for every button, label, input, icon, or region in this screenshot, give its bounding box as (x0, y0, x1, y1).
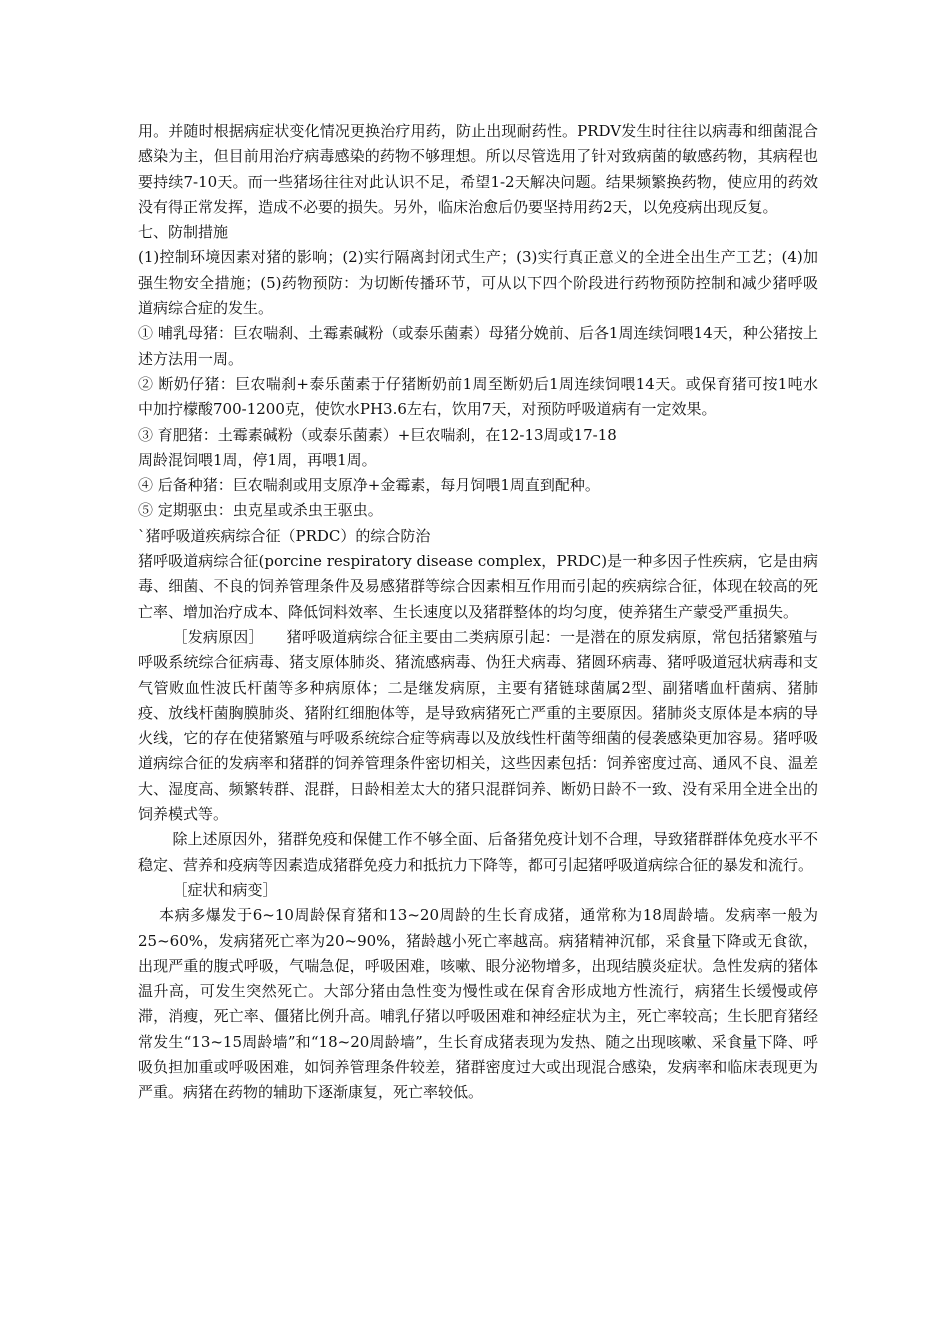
paragraph-prdc-intro: 猪呼吸道病综合征(porcine respiratory disease complex，PRDC)是一种多因子性疾病，它是由病毒、细菌、不良的饲养管理条件及易感猪群等综合因素相互作用而引起的疾病综合征，体现在较高的死亡率、增加治疗成本、降低饲料效率、生长速度以及猪群整体的均匀度，使养猪生产蒙受严重损失。 (138, 552, 818, 621)
document-body (138, 119, 818, 1106)
list-item-deworming: ⑤ 定期驱虫：虫克星或杀虫王驱虫。 (138, 501, 383, 520)
list-item-breeding-gilts: ④ 后备种猪：巨农喘刹或用支原净+金霉素，每月饲喂1周直到配种。 (138, 476, 600, 495)
list-item-weaned-piglets: ② 断奶仔猪：巨农喘刹+泰乐菌素于仔猪断奶前1周至断奶后1周连续饲喂14天。或保育猪可按1吨水中加拧檬酸700-1200克，使饮水PH3.6左右，饮用7天，对预防呼吸道病有一定效果。 (138, 374, 818, 419)
paragraph-causes: ［发病原因］ 猪呼吸道病综合征主要由二类病原引起：一是潜在的原发病原，常包括猪繁殖与呼吸系统综合征病毒、猪支原体肺炎、猪流感病毒、伪狂犬病毒、猪圆环病毒、猪呼吸道冠状病毒和支气管败血性波氏杆菌等多种病原体；二是继发病原，主要有猪链球菌属2型、副猪嗜血杆菌病、猪肺疫、放线杆菌胸膜肺炎、猪附红细胞体等，是导致病猪死亡严重的主要原因。猪肺炎支原体是本病的导火线，它的存在使猪繁殖与呼吸系统综合症等病毒以及放线性杆菌等细菌的侵袭感染更加容易。猪呼吸道病综合征的发病率和猪群的饲养管理条件密切相关，这些因素包括：饲养密度过高、通风不良、温差大、湿度高、频繁转群、混群，日龄相差太大的猪只混群饲养、断奶日龄不一致、没有采用全进全出的饲养模式等。 (138, 627, 818, 824)
subheading-symptoms: ［症状和病变］ (172, 880, 278, 899)
section-heading-prevention: 七、防制措施 (138, 223, 229, 242)
paragraph-symptoms: 本病多爆发于6~10周龄保育猪和13~20周龄的生长育成猪，通常称为18周龄墙。发病率一般为25~60%，发病猪死亡率为20~90%，猪龄越小死亡率越高。病猪精神沉郁，采食量下降或无食欲，出现严重的腹式呼吸，气喘急促，呼吸困难，咳嗽、眼分泌物增多，出现结膜炎症状。急性发病的猪体温升高，可发生突然死亡。大部分猪由急性变为慢性或在保育舍形成地方性流行，病猪生长缓慢或停滞，消瘦，死亡率、僵猪比例升高。哺乳仔猪以呼吸困难和神经症状为主，死亡率较高；生长肥育猪经常发生“13~15周龄墙”和“18~20周龄墙”，生长育成猪表现为发热、随之出现咳嗽、采食量下降、呼吸负担加重或呼吸困难，如饲养管理条件较差，猪群密度过大或出现混合感染，发病率和临床表现更为严重。病猪在药物的辅助下逐渐康复，死亡率较低。 (138, 906, 818, 1102)
list-item-finishing-pigs-cont: 周龄混饲喂1周，停1周，再喂1周。 (138, 450, 377, 469)
paragraph-measures: (1)控制环境因素对猪的影响；(2)实行隔离封闭式生产；(3)实行真正意义的全进全出生产工艺；(4)加强生物安全措施；(5)药物预防：为切断传播环节，可从以下四个阶段进行药物预防控制和减少猪呼吸道病综合症的发生。 (138, 248, 818, 318)
paragraph-treatment: 用。并随时根据病症状变化情况更换治疗用药，防止出现耐药性。PRDV发生时往往以病毒和细菌混合感染为主，但目前用治疗病毒感染的药物不够理想。所以尽管选用了针对致病菌的敏感药物，其病程也要持续7-10天。而一些猪场往往对此认识不足，希望1-2天解决问题。结果频繁换药物，使应用的药效没有得正常发挥，造成不必要的损失。另外，临床治愈后仍要坚持用药2天，以免疫病出现反复。 (138, 122, 818, 216)
list-item-lactating-sows: ① 哺乳母猪：巨农喘刹、土霉素碱粉（或泰乐菌素）母猪分娩前、后各1周连续饲喂14天，种公猪按上述方法用一周。 (138, 324, 818, 368)
list-item-finishing-pigs: ③ 育肥猪：土霉素碱粉（或泰乐菌素）+巨农喘刹，在12-13周或17-18 (138, 425, 617, 444)
section-heading-prdc: `猪呼吸道疾病综合征（PRDC）的综合防治 (138, 526, 431, 545)
paragraph-other-causes: 除上述原因外，猪群免疫和保健工作不够全面、后备猪免疫计划不合理，导致猪群群体免疫水平不稳定、营养和疫病等因素造成猪群免疫力和抵抗力下降等，都可引起猪呼吸道病综合征的暴发和流行。 (138, 830, 818, 874)
